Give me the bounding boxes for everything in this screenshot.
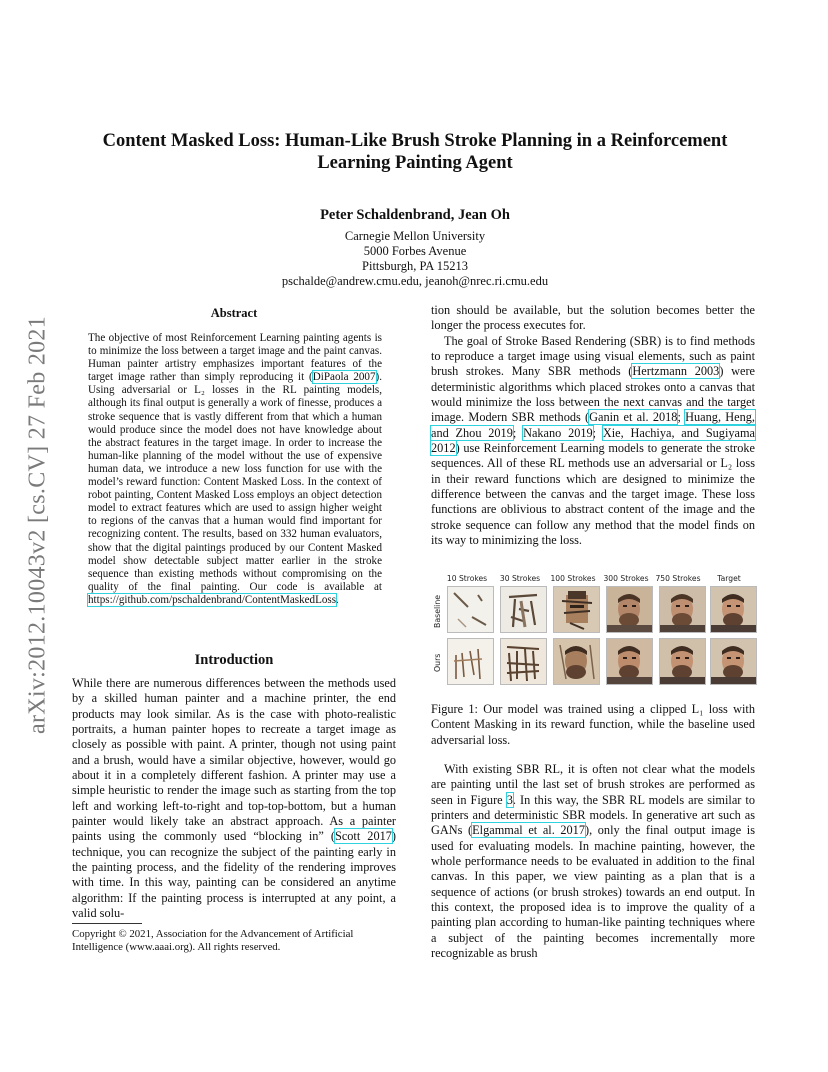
row-label: Ours [433,653,442,673]
abstract-text-part: The objective of most Reinforcement Learning painting agents is to minimize the loss between a target image and the paint canvas. Human painter artistry emphasizes important features of the target image rather than simply reproducing it ( [88,332,382,384]
citation-link[interactable]: Huang, Heng, and Zhou 2019 [431,410,755,440]
text-part: ), only the final output image is used for evaluating models. In machine painting, however, the whole performance needs to be evaluated in addition to the final canvas. In this paper, we view painting as a plan that is a sequence of actions (or brush strokes) towards an end output. In this context, the proposed idea is to improve the quality of a painting plan according to human-like painting techniques where a subject of the painting becomes incrementally more recognizable as brush [431,823,755,961]
column-label: 300 Strokes [603,574,649,583]
text-part: ; [592,425,603,440]
ours-750-strokes-image [659,638,706,685]
figure-reference-link[interactable]: 3 [506,792,513,807]
row-label: Baseline [433,594,442,628]
abstract-text [88,332,382,607]
column-label: 10 Strokes [446,574,488,583]
citation-link[interactable]: Xie, Hachiya, and Sugiyama 2012 [431,425,755,456]
introduction-heading: Introduction [194,652,274,668]
ours-300-strokes-image [606,638,653,685]
baseline-10-strokes-image [447,586,494,633]
abstract-text-part: . [336,593,339,606]
citation-link[interactable]: DiPaola 2007 [312,371,376,384]
baseline-30-strokes-image [500,586,547,633]
column-label: Target [717,574,741,583]
intro-text-part: ) technique, you can recognize the subject of the painting early in the painting process, and the fidelity of the rendering improves with time. In this way, painting can be considered an anytime algorithm: If the painting process is interrupted at any point, a valid solu- [72,829,396,921]
figure-caption: Figure 1: Our model was trained using a clipped L₁ loss with Content Masking in its reward function, while the baseline used adversarial loss. [431,702,755,747]
copyright-footnote: Copyright © 2021, Association for the Advancement of Artificial Intelligence (www.aaai.org). All rights reserved. [72,928,354,953]
arxiv-watermark: arXiv:2012.10043v2 [cs.CV] 27 Feb 2021 [24,315,51,735]
figure-1 [431,574,755,686]
ours-30-strokes-image [500,638,547,685]
affiliation-line: Pittsburgh, PA 15213 [362,259,468,273]
abstract-heading: Abstract [210,306,258,320]
affiliation-emails: pschalde@andrew.cmu.edu, jeanoh@nrec.ri.cmu.edu [281,274,549,288]
citation-link[interactable]: Scott 2017 [334,829,392,844]
affiliation-line: 5000 Forbes Avenue [363,244,467,258]
ours-10-strokes-image [447,638,494,685]
paragraph: tion should be available, but the solution becomes better the longer the process executes for. [431,303,755,333]
baseline-target-image [710,586,757,633]
text-part: With existing SBR RL, it is often not clear what the models are painting until the last set of brush strokes are performed as seen in Figure [431,762,755,807]
abstract-text-part: ). Using adversarial or L₂ losses in the RL painting models, although its final output is generally a work of finesse, produces a stroke sequence that is vastly different from that which a human would produce since the model does not have knowledge about the abstract features in the target image. In order to increase the human-like planning of the model without the use of expensive human data, we introduce a new loss function for use with the model’s reward function: Content Masked Loss. In the context of robot painting, Content Masked Loss employs an object detection model to extract features which are used to assign higher weight to regions of the canvas that a human would find important for recognizing content. The results, based on 332 human evaluators, show that the digital paintings produced by our Content Masked model show detectable subject matter earlier in the stroke sequence than existing methods without compromising on the quality of the final painting. Our code is available at [88,371,382,593]
citation-link[interactable]: Ganin et al. 2018 [589,410,678,425]
paper-title: Content Masked Loss: Human-Like Brush Stroke Planning in a Reinforcement Learning Painting Agent [102,131,728,173]
text-part: ; [512,425,524,440]
ours-100-strokes-image [553,638,600,685]
text-part: The goal of Stroke Based Rendering (SBR) is to find methods to reproduce a target image using visual elements, such as paint brush strokes. Many SBR methods ( [431,333,755,379]
column-label: 100 Strokes [550,574,596,583]
right-column-paragraph [431,762,755,961]
intro-text-part: While there are numerous differences between the methods used by a skilled human painter and a machine printer, the end products may look similar. As is the case with photo-realistic portraits, a human painter hopes to recreate a target image as closely as possible with paint. A printer, though not using paint and a brush, would have a similar objective, however, would go about it in a completely different fashion. A printer may use a simple heuristic to render the image such as starting from the top left and working left-to-right and top-top-bottom, but a human painter would likely take an abstract approach. As a painter paints using the commonly used “blocking in” ( [72,676,396,844]
code-link[interactable]: https://github.com/pschaldenbrand/ContentMaskedLoss [88,593,337,606]
text-part: ) were deterministic algorithms which placed strokes onto a canvas that would minimize the loss between the next canvas and the target image. Modern SBR methods ( [431,364,756,425]
baseline-750-strokes-image [659,586,706,633]
baseline-100-strokes-image [553,586,600,633]
baseline-300-strokes-image [606,586,653,633]
text-part: ; [677,410,686,425]
column-label: 750 Strokes [655,574,701,583]
column-label: 30 Strokes [499,574,541,583]
paragraph [431,334,755,549]
authors: Peter Schaldenbrand, Jean Oh [320,207,510,223]
citation-link[interactable]: Hertzmann 2003 [632,364,720,379]
right-column-text [431,303,755,549]
citation-link[interactable]: Elgammal et al. 2017 [472,823,585,838]
affiliation [70,229,760,289]
text-part: ) use Reinforcement Learning models to generate the stroke sequences. All of these RL methods use an adversarial or L₂ loss in their reward functions which are designed to minimize the difference between the canvas and the target image. These loss functions are oblivious to abstract content of the image and the stroke sequence can follow any method that the model finds on its way to minimizing the loss. [431,441,755,548]
citation-link[interactable]: Nakano 2019 [523,425,593,440]
text-part: . In this way, the SBR RL models are similar to printers and deterministic SBR models. In generative art such as GANs ( [431,792,755,838]
footnote-rule [72,923,142,924]
affiliation-line: Carnegie Mellon University [344,229,486,243]
ours-target-image [710,638,757,685]
introduction-text [72,676,396,922]
